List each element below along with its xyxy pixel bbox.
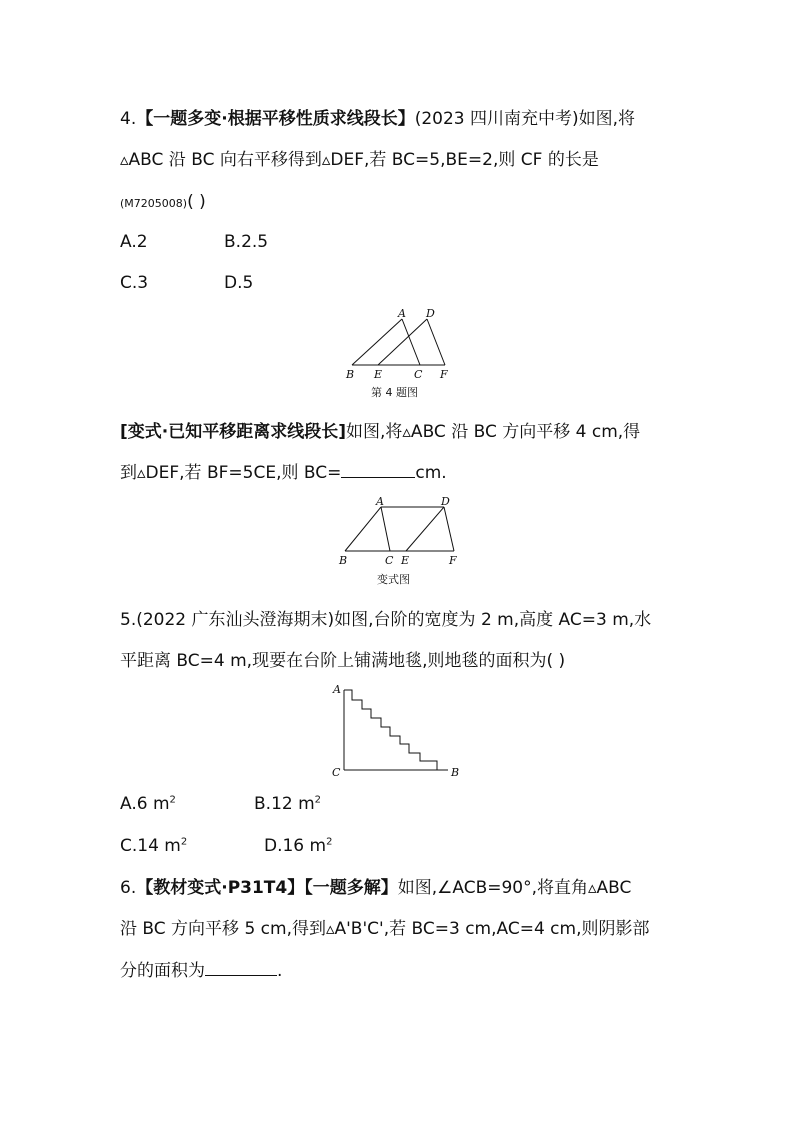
q6-line3 — [120, 960, 282, 982]
q4-segment-ab — [352, 319, 402, 365]
q5-stairs-figure — [328, 682, 468, 780]
q5-option-c-sup: 2 — [180, 836, 188, 848]
variant-label-e: E — [401, 554, 410, 567]
q6-answer-blank[interactable] — [205, 961, 277, 976]
q4-option-b[interactable]: B.2.5 — [224, 232, 269, 252]
q5-option-a-sup: 2 — [169, 794, 176, 806]
q6-number: 6. — [120, 878, 137, 898]
q5-option-d-sup: 2 — [326, 836, 333, 848]
q5-option-c-text: C.14 m — [120, 836, 181, 856]
q4-figure — [330, 305, 470, 401]
variant-segment-df — [444, 507, 454, 551]
q5-option-d[interactable] — [264, 836, 332, 856]
variant-figure — [330, 495, 470, 591]
q6-tag-multi: 【一题多解】 — [304, 878, 398, 898]
q4-line2: ▵ABC 沿 BC 向右平移得到▵DEF,若 BC=5,BE=2,则 CF 的长是 — [120, 150, 599, 170]
variant-line2 — [120, 462, 447, 484]
variant-line1-text: 如图,将▵ABC 沿 BC 方向平移 4 cm,得 — [346, 422, 641, 442]
q4-code: (M7205008) — [120, 197, 188, 210]
variant-label-f: F — [449, 554, 457, 567]
variant-line1 — [120, 421, 640, 443]
q5-line2: 平距离 BC=4 m,现要在台阶上铺满地毯,则地毯的面积为( ) — [120, 651, 566, 671]
q6-line3-end: . — [277, 961, 283, 981]
q4-line1 — [120, 108, 635, 130]
q5-option-b-text: B.12 m — [254, 794, 315, 814]
q5-option-a-text: A.6 m — [120, 794, 170, 814]
q4-option-d[interactable]: D.5 — [224, 273, 254, 293]
q6-line1 — [120, 877, 631, 899]
q4-option-a[interactable]: A.2 — [120, 232, 148, 252]
q5-option-b[interactable] — [254, 794, 321, 814]
variant-segment-ac — [381, 507, 390, 551]
q5-option-b-sup: 2 — [314, 794, 322, 806]
variant-line2-unit: cm. — [415, 463, 447, 483]
q4-segment-de — [378, 319, 427, 365]
variant-tag: [变式·已知平移距离求线段长] — [120, 422, 346, 442]
q5-stair-steps — [344, 690, 437, 770]
variant-label-c: C — [385, 554, 394, 567]
variant-label-a: A — [376, 495, 384, 508]
q4-label-c: C — [414, 368, 423, 381]
q4-label-a: A — [398, 307, 406, 320]
q5-option-a[interactable] — [120, 794, 176, 814]
q5-option-d-text: D.16 m — [264, 836, 327, 856]
q4-label-f: F — [440, 368, 448, 381]
q4-segment-ac — [402, 319, 420, 365]
q4-tag: 【一题多变·根据平移性质求线段长】 — [136, 109, 415, 129]
q6-tag-textbook: 【教材变式·P31T4】 — [136, 878, 305, 898]
q4-line3 — [120, 191, 206, 215]
variant-segment-ab — [345, 507, 381, 551]
q4-number: 4. — [120, 109, 137, 129]
q5-label-b: B — [451, 766, 460, 779]
q4-answer-paren: ( ) — [187, 192, 206, 212]
q4-figure-caption: 第 4 题图 — [371, 386, 418, 399]
q6-line3-text: 分的面积为 — [120, 961, 205, 981]
q4-option-c[interactable]: C.3 — [120, 273, 149, 293]
variant-line2-text: 到▵DEF,若 BF=5CE,则 BC= — [120, 463, 342, 483]
q5-label-c: C — [332, 766, 341, 779]
q6-line1-text: 如图,∠ACB=90°,将直角▵ABC — [397, 878, 632, 898]
q6-line2: 沿 BC 方向平移 5 cm,得到▵A'B'C',若 BC=3 cm,AC=4 cm,则阴影部 — [120, 919, 650, 939]
q5-label-a: A — [333, 683, 341, 696]
q4-segment-df — [427, 319, 445, 365]
variant-label-b: B — [339, 554, 348, 567]
variant-figure-caption: 变式图 — [377, 573, 410, 586]
q4-label-e: E — [374, 368, 383, 381]
q4-line1-text: (2023 四川南充中考)如图,将 — [414, 109, 636, 129]
variant-segment-de — [406, 507, 444, 551]
q5-line1: 5.(2022 广东汕头澄海期末)如图,台阶的宽度为 2 m,高度 AC=3 m,水 — [120, 610, 652, 630]
q5-option-c[interactable] — [120, 836, 187, 856]
q4-label-d: D — [426, 307, 435, 320]
q4-label-b: B — [346, 368, 355, 381]
variant-answer-blank[interactable] — [341, 463, 415, 478]
variant-label-d: D — [441, 495, 450, 508]
